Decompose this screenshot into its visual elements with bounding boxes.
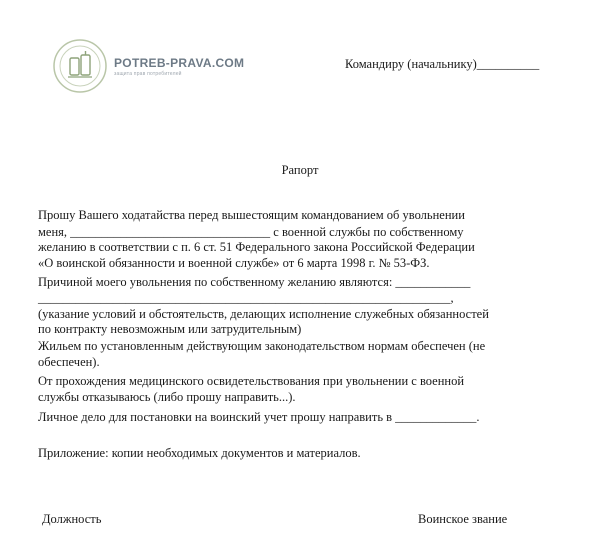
logo-badge-icon <box>52 38 108 94</box>
body-line: От прохождения медицинского освидетельствования при увольнении с военной <box>38 374 465 388</box>
signature-rank-label: Воинское звание <box>418 512 508 526</box>
body-line: службы отказываюсь (либо прошу направить...). <box>38 390 296 404</box>
body-line: __________________________________________________________________, <box>38 291 454 305</box>
logo-tagline: защита прав потребителей <box>114 70 182 77</box>
body-line: Жильем по установленным действующим законодательством нормам обеспечен (не <box>38 339 486 353</box>
site-logo <box>52 38 244 94</box>
body-line: обеспечен). <box>38 355 100 369</box>
logo-name: POTREB-PRAVA.COM <box>114 55 245 70</box>
body-line: (указание условий и обстоятельств, делающих исполнение служебных обязанностей <box>38 307 489 321</box>
signature-position-label: Должность <box>42 512 102 526</box>
addressee-line: Командиру (начальнику)__________ <box>345 57 540 71</box>
body-line: желанию в соответствии с п. 6 ст. 51 Федерального закона Российской Федерации <box>38 240 475 254</box>
body-line: меня, ________________________________ с военной службы по собственному <box>38 225 464 239</box>
document-title: Рапорт <box>281 163 319 177</box>
body-line: «О воинской обязанности и военной службе» от 6 марта 1998 г. № 53-ФЗ. <box>38 256 430 270</box>
attachment-line: Приложение: копии необходимых документов и материалов. <box>38 446 361 460</box>
body-line: по контракту невозможным или затрудительным) <box>38 322 302 336</box>
body-line: Причиной моего увольнения по собственному желанию являются: ____________ <box>38 275 471 289</box>
body-line: Прошу Вашего ходатайства перед вышестоящим командованием об увольнении <box>38 208 465 222</box>
body-line: Личное дело для постановки на воинский учет прошу направить в _____________. <box>38 410 480 424</box>
